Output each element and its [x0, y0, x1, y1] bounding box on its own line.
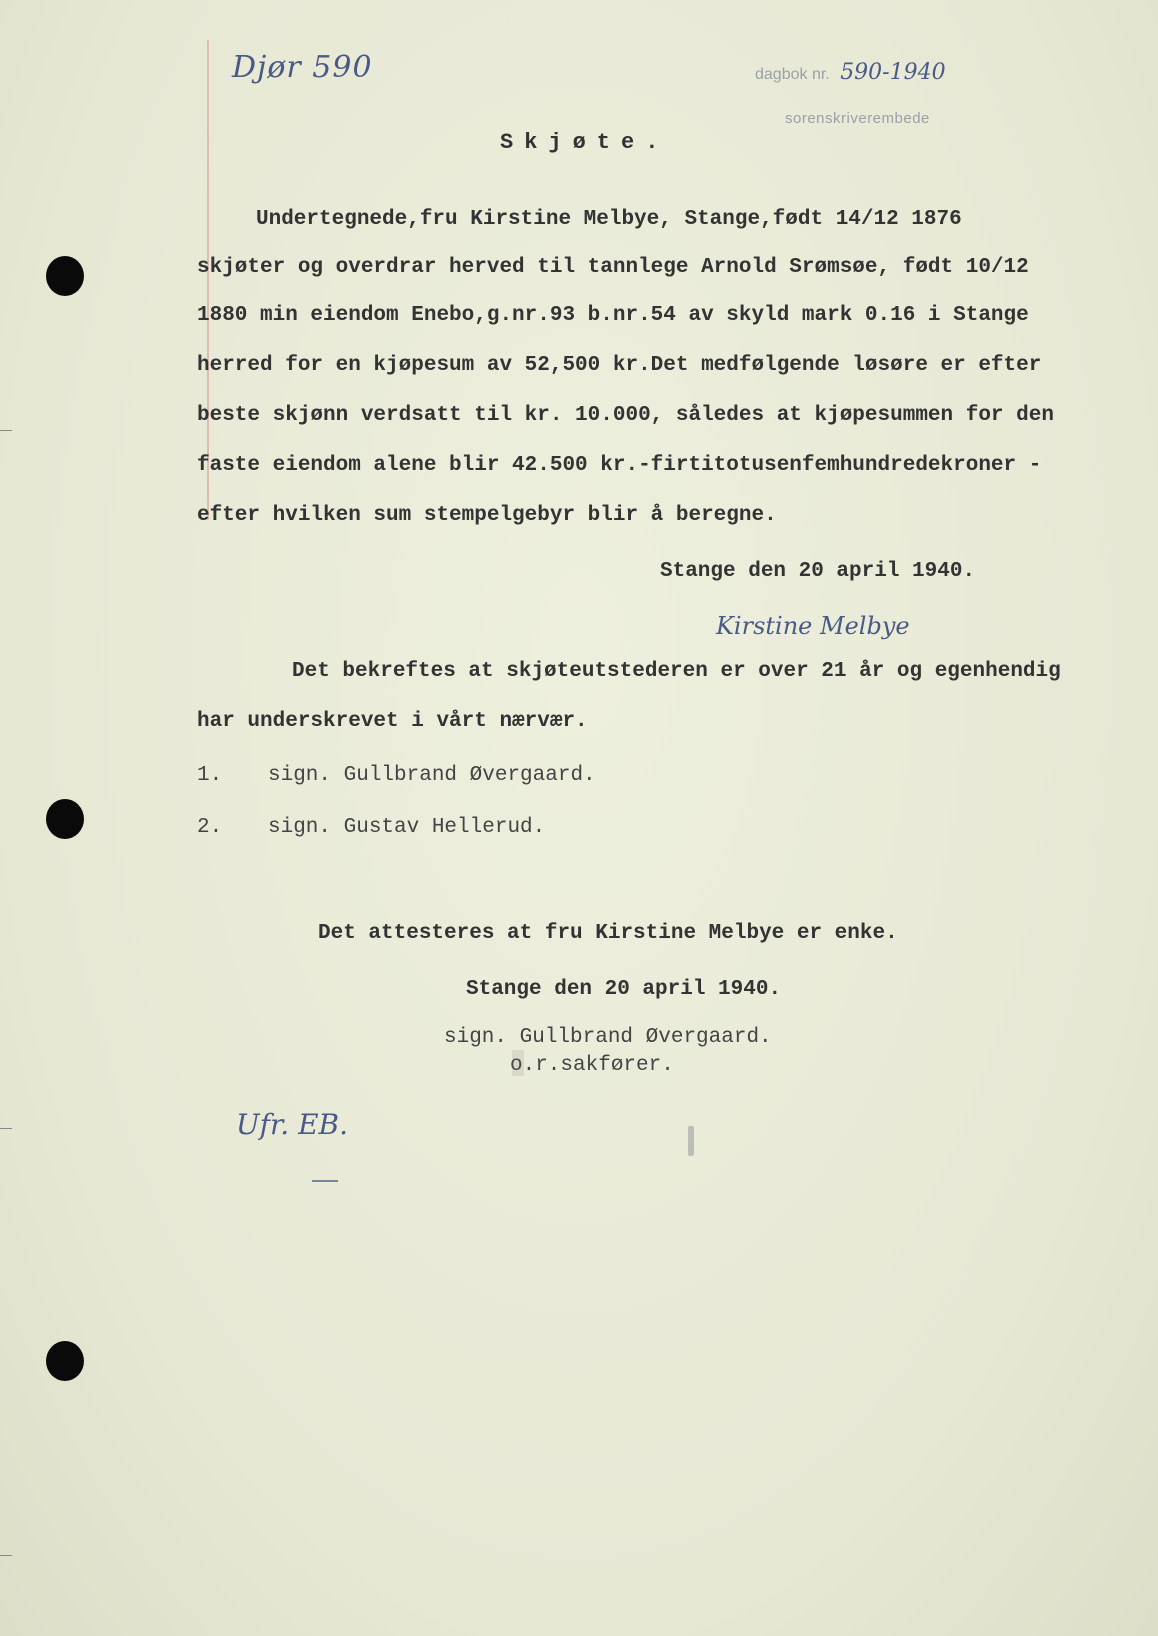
edge-mark — [0, 1555, 12, 1556]
confirm-line: Det bekreftes at skjøteutstederen er over 21 år og egenhendig — [292, 660, 1061, 683]
handwritten-footer-note: Ufr. EB. — [236, 1108, 348, 1141]
punch-hole-middle — [46, 799, 84, 839]
body-line: efter hvilken sum stempelgebyr blir å beregne. — [197, 504, 777, 527]
body-line: 1880 min eiendom Enebo,g.nr.93 b.nr.54 av skyld mark 0.16 i Stange — [197, 304, 1029, 327]
stamp-number: 590-1940 — [840, 60, 946, 85]
attest-line: Det attesteres at fru Kirstine Melbye er enke. — [318, 922, 898, 945]
witness-name: sign. Gustav Hellerud. — [268, 816, 546, 839]
body-line: herred for en kjøpesum av 52,500 kr.Det medfølgende løsøre er efter — [197, 354, 1042, 377]
witness-number: 2. — [197, 816, 223, 839]
place-date: Stange den 20 april 1940. — [466, 978, 782, 1001]
document-title: Skjøte. — [500, 130, 670, 155]
attest-title: o.r.sakfører. — [510, 1054, 674, 1077]
body-line: beste skjønn verdsatt til kr. 10.000, således at kjøpesummen for den — [197, 404, 1054, 427]
witness-number: 1. — [197, 764, 223, 787]
witness-name: sign. Gullbrand Øvergaard. — [268, 764, 596, 787]
punch-hole-top — [46, 256, 84, 296]
signature-kirstine: Kirstine Melbye — [716, 612, 910, 640]
ink-smudge — [688, 1126, 694, 1156]
body-line: skjøter og overdrar herved til tannlege Arnold Srømsøe, født 10/12 — [197, 256, 1029, 279]
register-stamp — [755, 60, 946, 85]
stamp-prefix: dagbok nr. — [755, 66, 830, 83]
edge-mark — [0, 430, 12, 431]
ink-smudge — [512, 1050, 524, 1076]
confirm-line: har underskrevet i vårt nærvær. — [197, 710, 588, 733]
punch-hole-bottom — [46, 1341, 84, 1381]
place-date: Stange den 20 april 1940. — [660, 560, 976, 583]
margin-rule — [207, 40, 209, 520]
handwritten-dj-note: Djør 590 — [232, 50, 373, 85]
edge-mark — [0, 1128, 12, 1129]
body-line: faste eiendom alene blir 42.500 kr.-firtitotusenfemhundredekroner - — [197, 454, 1042, 477]
stamp-office: sorenskriverembede — [785, 110, 930, 127]
handwritten-dash — [312, 1180, 338, 1182]
attest-signature: sign. Gullbrand Øvergaard. — [444, 1026, 772, 1049]
body-line: Undertegnede,fru Kirstine Melbye, Stange,født 14/12 1876 — [256, 208, 962, 231]
